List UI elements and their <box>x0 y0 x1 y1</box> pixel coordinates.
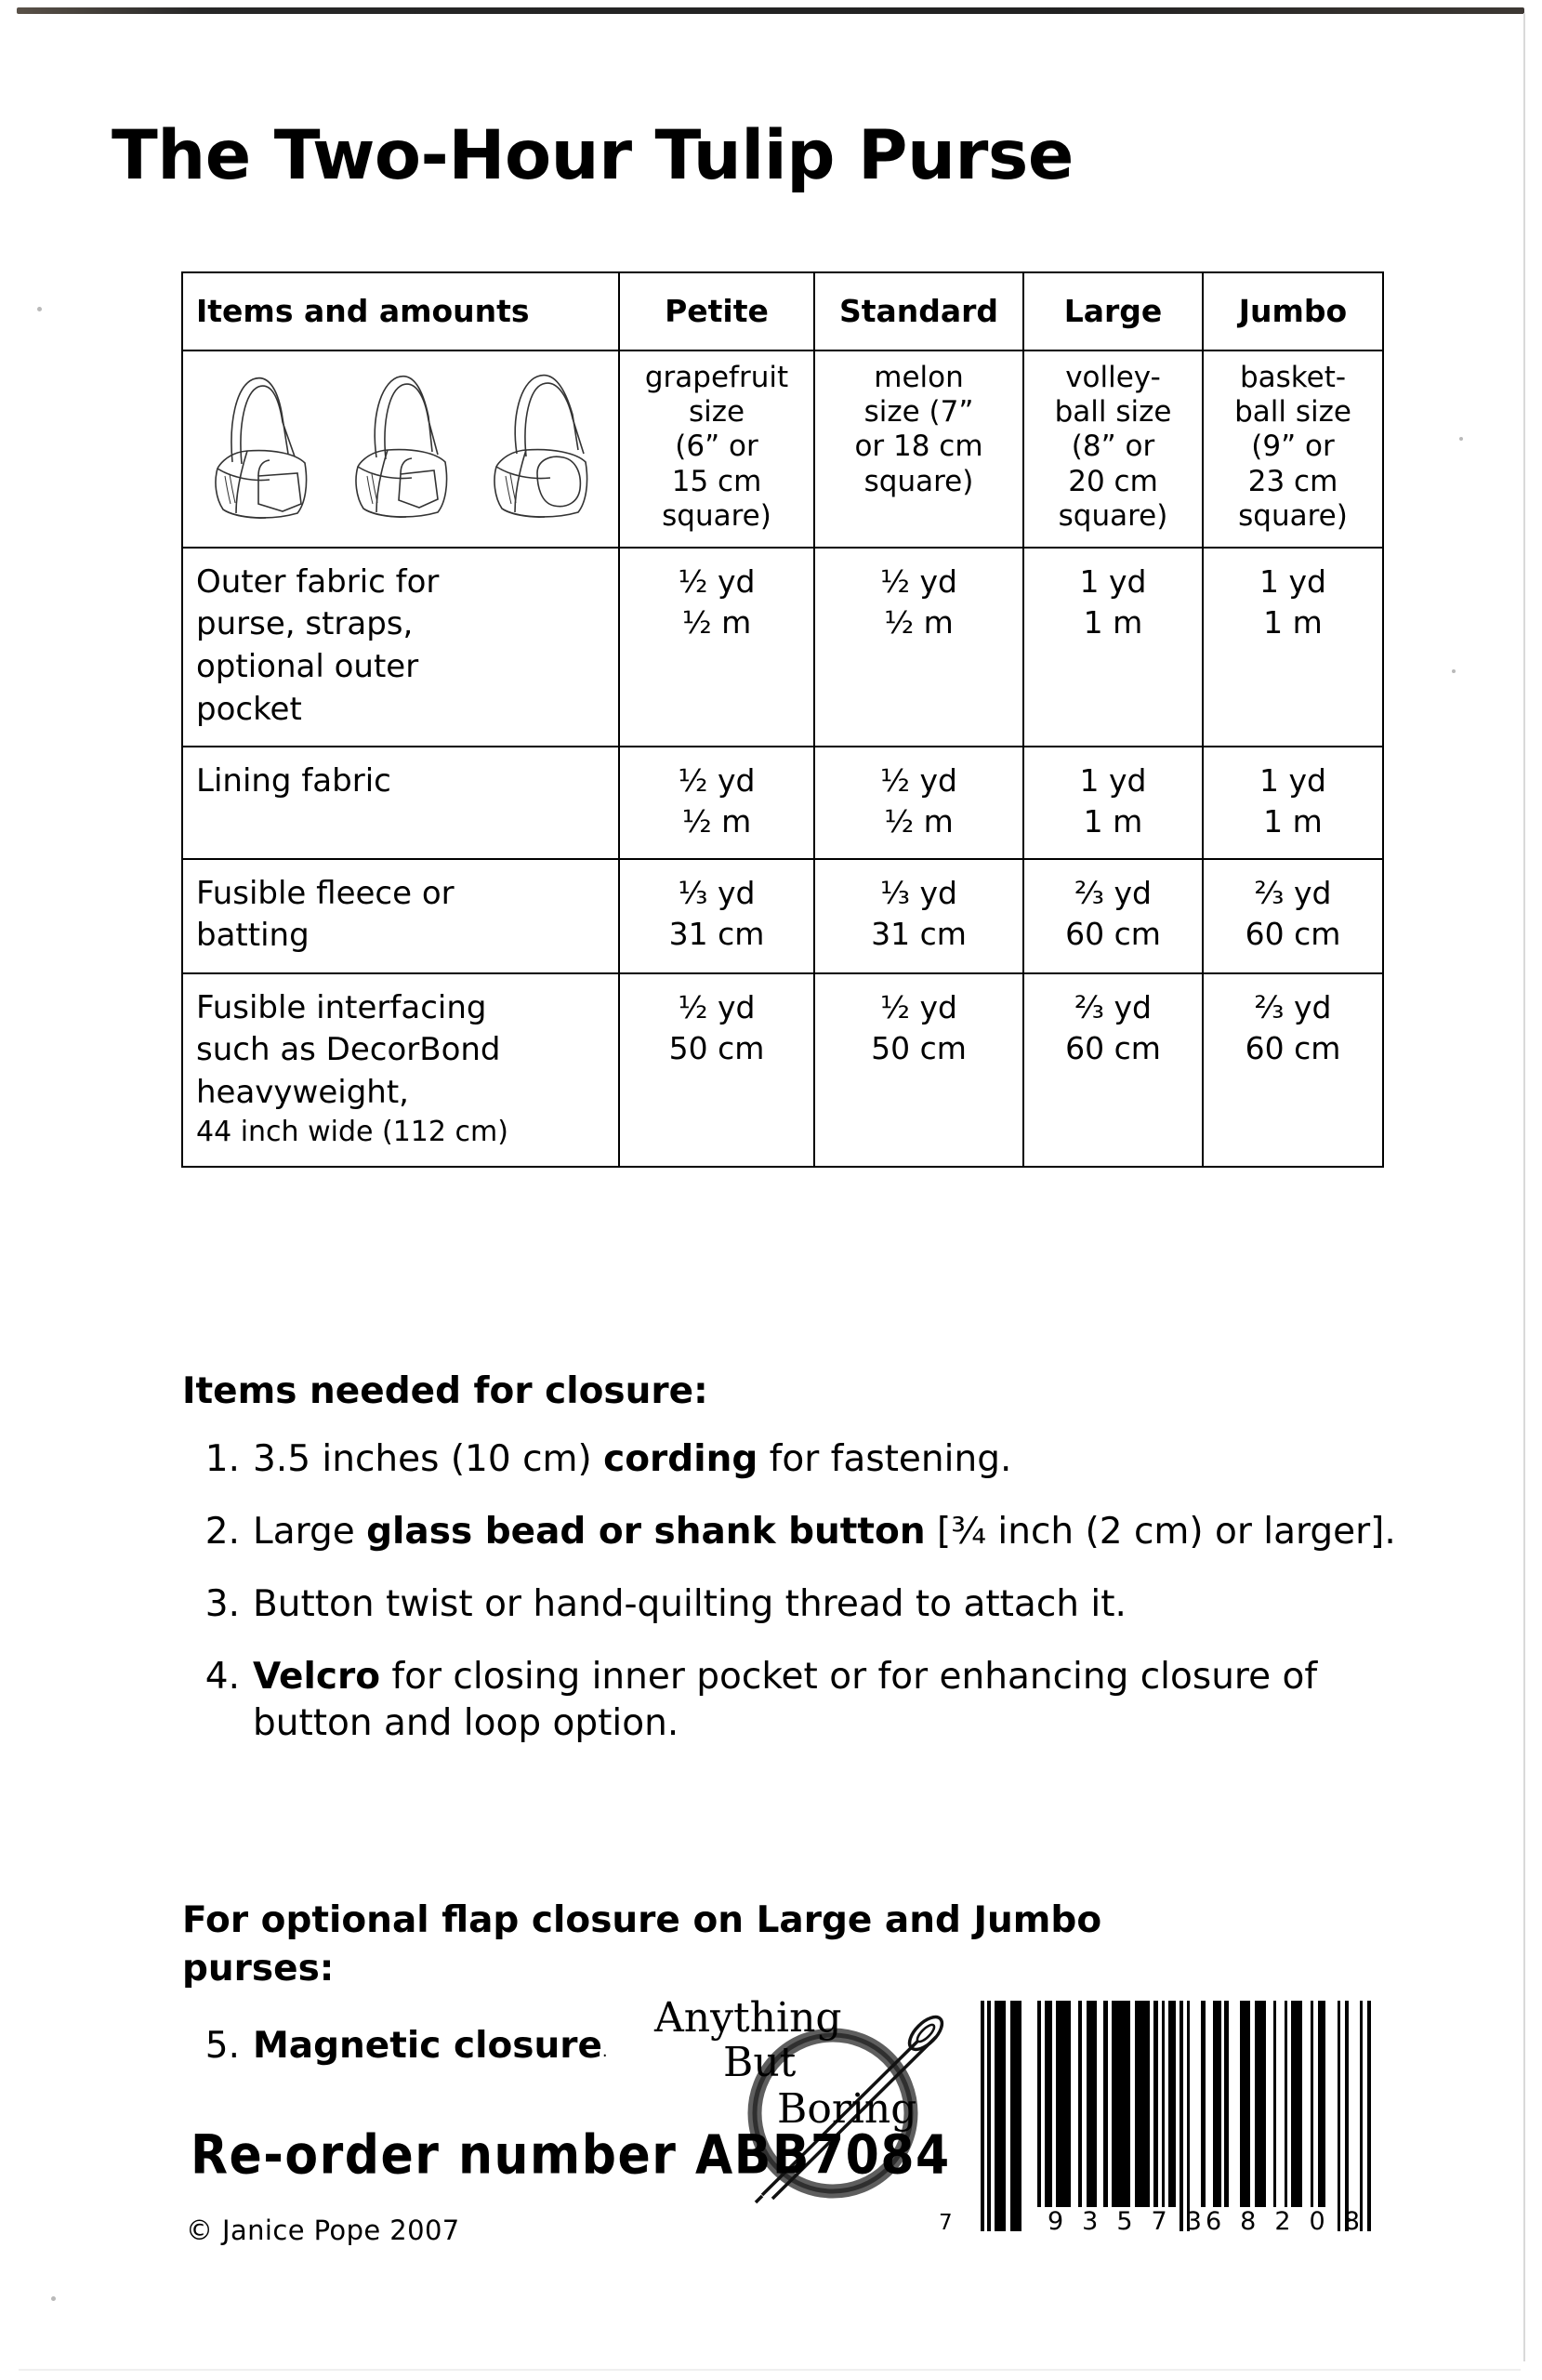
cell-outer-standard: ½ yd ½ m <box>814 548 1023 747</box>
row-label-fusible-interfacing: Fusible interfacing such as DecorBond heavyweight, 44 inch wide (112 cm) <box>182 973 619 1168</box>
table-header-row <box>182 272 1383 350</box>
table-row <box>182 859 1383 973</box>
flap-closure-heading: For optional flap closure on Large and Jumbo purses: <box>182 1899 1102 1990</box>
table-row <box>182 973 1383 1168</box>
copyright-notice: © Janice Pope 2007 <box>186 2215 460 2246</box>
three-purses-illustration <box>183 351 618 533</box>
purse-icon <box>485 364 597 527</box>
size-cell-jumbo: basket- ball size (9” or 23 cm square) <box>1203 350 1383 548</box>
cell-fleece-standard: ⅓ yd 31 cm <box>814 859 1023 973</box>
list-item-text: Button twist or hand-quilting thread to attach it. <box>253 1582 1127 1625</box>
barcode-bars <box>981 2001 1371 2231</box>
table-row-sizes <box>182 350 1383 548</box>
list-item: 2. Large glass bead or shank button [¾ inch (2 cm) or larger]. <box>186 1509 1422 1555</box>
scan-speck <box>1459 437 1463 441</box>
scan-edge-top <box>17 7 1524 14</box>
scan-speck <box>1452 669 1456 673</box>
closure-heading: Items needed for closure: <box>182 1370 708 1412</box>
list-item-text: Large glass bead or shank button [¾ inch (2 cm) or larger]. <box>253 1510 1396 1553</box>
cell-interfacing-large: ⅔ yd 60 cm <box>1023 973 1203 1168</box>
scan-speck <box>51 2296 56 2301</box>
cell-lining-jumbo: 1 yd 1 m <box>1203 747 1383 858</box>
purse-icon <box>345 364 456 527</box>
row-label-lining-fabric: Lining fabric <box>182 747 619 858</box>
purse-icon <box>204 364 316 527</box>
cell-outer-jumbo: 1 yd 1 m <box>1203 548 1383 747</box>
barcode-digits <box>981 2207 1378 2244</box>
cell-fleece-petite: ⅓ yd 31 cm <box>619 859 814 973</box>
size-cell-petite: grapefruit size (6” or 15 cm square) <box>619 350 814 548</box>
row-label-fusible-fleece: Fusible fleece or batting <box>182 859 619 973</box>
size-cell-standard: melon size (7” or 18 cm square) <box>814 350 1023 548</box>
list-item: 4. Velcro for closing inner pocket or for enhancing closure of button and loop option. <box>186 1654 1422 1747</box>
column-header-standard: Standard <box>814 272 1023 350</box>
table-row <box>182 548 1383 747</box>
size-cell-large: volley- ball size (8” or 20 cm square) <box>1023 350 1203 548</box>
list-item-text: Velcro for closing inner pocket or for enhancing closure of button and loop option. <box>253 1655 1318 1744</box>
cell-fleece-large: ⅔ yd 60 cm <box>1023 859 1203 973</box>
column-header-large: Large <box>1023 272 1203 350</box>
list-item: 3. Button twist or hand-quilting thread to attach it. <box>186 1581 1422 1628</box>
cell-lining-petite: ½ yd ½ m <box>619 747 814 858</box>
cell-fleece-jumbo: ⅔ yd 60 cm <box>1203 859 1383 973</box>
cell-interfacing-standard: ½ yd 50 cm <box>814 973 1023 1168</box>
cell-outer-petite: ½ yd ½ m <box>619 548 814 747</box>
barcode-left-group: 93573 <box>1048 2207 1220 2236</box>
barcode-prefix-digit: 7 <box>939 2211 953 2235</box>
purse-illustrations-cell <box>182 350 619 548</box>
scan-edge-bottom <box>19 2369 1521 2371</box>
page-title: The Two-Hour Tulip Purse <box>112 116 1074 195</box>
cell-lining-large: 1 yd 1 m <box>1023 747 1203 858</box>
scan-edge-right <box>1523 13 1525 2361</box>
column-header-jumbo: Jumbo <box>1203 272 1383 350</box>
closure-items-list <box>186 1436 1422 1773</box>
row-label-outer-fabric: Outer fabric for purse, straps, optional outer pocket <box>182 548 619 747</box>
cell-lining-standard: ½ yd ½ m <box>814 747 1023 858</box>
reorder-number: Re-order number ABB7084 <box>191 2124 951 2188</box>
logo-wordmark: Anything But Boring <box>654 1994 917 2133</box>
list-item-magnetic-closure: 5. Magnetic closure . <box>204 2025 608 2067</box>
column-header-items: Items and amounts <box>182 272 619 350</box>
anything-but-boring-logo <box>651 1976 967 2254</box>
cell-interfacing-jumbo: ⅔ yd 60 cm <box>1203 973 1383 1168</box>
column-header-petite: Petite <box>619 272 814 350</box>
list-item: 1. 3.5 inches (10 cm) cording for fastening. <box>186 1436 1422 1483</box>
barcode <box>939 2001 1378 2255</box>
cell-interfacing-petite: ½ yd 50 cm <box>619 973 814 1168</box>
materials-table <box>181 271 1384 1168</box>
barcode-right-group: 68208 <box>1206 2207 1378 2236</box>
scan-speck <box>37 307 42 311</box>
list-item-text: 3.5 inches (10 cm) cording for fastening. <box>253 1438 1012 1480</box>
table-row <box>182 747 1383 858</box>
cell-outer-large: 1 yd 1 m <box>1023 548 1203 747</box>
